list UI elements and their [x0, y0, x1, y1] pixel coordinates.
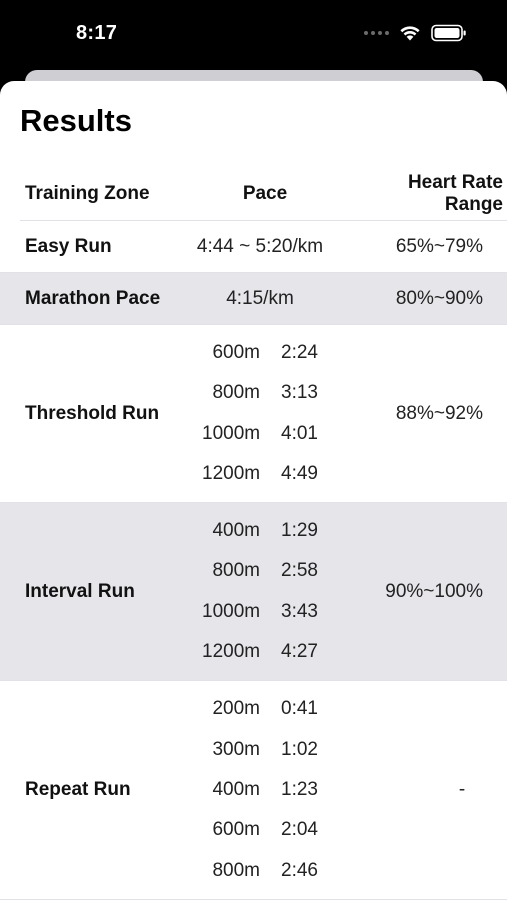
pace-value: 4:15/km: [226, 287, 294, 309]
pace-splits: [185, 333, 335, 495]
split-line: [202, 373, 318, 413]
split-time: 2:46: [281, 859, 318, 881]
split-time: 4:01: [281, 422, 318, 444]
status-bar: [0, 0, 507, 70]
results-sheet[interactable]: [0, 81, 507, 911]
split-line: [202, 810, 318, 850]
split-distance: 800m: [212, 382, 260, 404]
split-time: 2:24: [281, 341, 318, 363]
heart-rate-value: 88%~92%: [395, 402, 483, 424]
split-distance: 1200m: [202, 463, 261, 485]
split-time: 0:41: [281, 698, 318, 720]
split-line: [202, 770, 318, 810]
heart-rate-value: 90%~100%: [385, 580, 483, 602]
split-time: 2:58: [281, 560, 318, 582]
split-line: [202, 851, 318, 891]
split-time: 1:29: [281, 519, 318, 541]
split-distance: 200m: [212, 698, 260, 720]
wifi-icon: [399, 25, 421, 41]
split-line: [202, 689, 318, 729]
page-title: Results: [20, 103, 132, 138]
table-row: [0, 681, 507, 900]
split-time: 3:43: [281, 600, 318, 622]
split-line: [202, 333, 318, 373]
split-time: 3:13: [281, 382, 318, 404]
table-row: [0, 503, 507, 681]
pace-splits: [185, 511, 335, 673]
split-distance: 1000m: [202, 600, 261, 622]
split-line: [202, 592, 318, 632]
status-time: 8:17: [76, 22, 118, 44]
split-distance: 1000m: [202, 422, 261, 444]
header-heart-rate: Heart Rate Range: [407, 171, 503, 215]
header-pace: Pace: [242, 182, 288, 204]
split-line: [202, 551, 318, 591]
split-time: 1:02: [281, 738, 318, 760]
split-distance: 1200m: [202, 641, 261, 663]
status-icons: [364, 24, 467, 42]
split-distance: 800m: [212, 560, 260, 582]
signal-dots-icon: [364, 31, 389, 35]
split-time: 4:49: [281, 463, 318, 485]
zone-label: Easy Run: [25, 235, 112, 257]
split-line: [202, 632, 318, 672]
split-time: 4:27: [281, 641, 318, 663]
zone-label: Interval Run: [25, 580, 135, 602]
heart-rate-value: 80%~90%: [395, 287, 483, 309]
split-time: 1:23: [281, 778, 318, 800]
pace-value: 4:44 ~ 5:20/km: [196, 235, 324, 257]
split-distance: 400m: [212, 519, 260, 541]
split-distance: 800m: [212, 859, 260, 881]
split-distance: 600m: [212, 341, 260, 363]
split-distance: 400m: [212, 778, 260, 800]
pace-splits: [185, 689, 335, 891]
split-time: 2:04: [281, 819, 318, 841]
header-training-zone: Training Zone: [25, 182, 150, 204]
table-row: [0, 221, 507, 273]
battery-icon: [431, 24, 467, 42]
split-distance: 600m: [212, 819, 260, 841]
zone-label: Marathon Pace: [25, 287, 161, 309]
table-header: [20, 167, 507, 221]
split-line: [202, 414, 318, 454]
heart-rate-value: 65%~79%: [395, 235, 483, 257]
split-distance: 300m: [212, 738, 260, 760]
split-line: [202, 454, 318, 494]
zone-label: Threshold Run: [25, 402, 160, 424]
split-line: [202, 511, 318, 551]
split-line: [202, 729, 318, 769]
table-row: [0, 273, 507, 325]
heart-rate-value: -: [458, 779, 466, 800]
zone-label: Repeat Run: [25, 779, 131, 800]
table-row: [0, 325, 507, 503]
results-table: [0, 167, 507, 900]
